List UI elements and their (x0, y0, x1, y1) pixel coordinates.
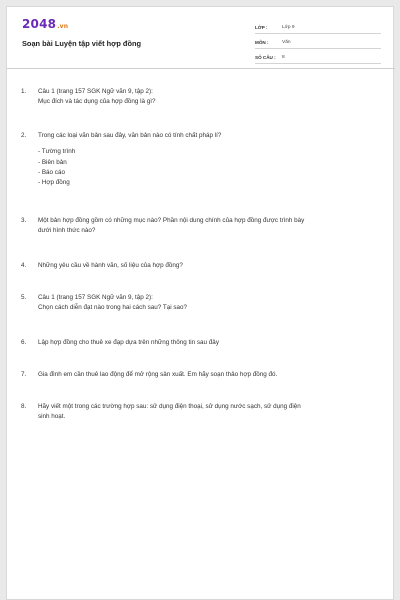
meta-row-subject (255, 34, 381, 49)
site-logo[interactable] (22, 17, 68, 31)
question-text (38, 131, 378, 188)
question-line: Gia đình em cần thuê lao động để mở rộng sản xuất. Em hãy soạn thảo hợp đồng đó. (38, 371, 278, 378)
question-line: Câu 1 (trang 157 SGK Ngữ văn 9, tập 2): (38, 294, 153, 301)
question-text (38, 261, 378, 271)
question-number: 8. (21, 403, 27, 410)
question-line: Trong các loại văn bản sau đây, văn bản nào có tính chất pháp lí? (38, 132, 222, 139)
question-line: sinh hoạt. (38, 413, 66, 421)
option-item: - Hợp đồng (38, 179, 70, 187)
question-text (38, 87, 378, 108)
question-text (38, 370, 378, 380)
meta-value: 8 (282, 55, 285, 60)
question-text (38, 293, 378, 314)
logo-domain: .vn (57, 23, 69, 30)
worksheet-header (7, 7, 395, 69)
meta-label: LỚP : (255, 25, 268, 30)
question-line: Câu 1 (trang 157 SGK Ngữ văn 9, tập 2): (38, 88, 153, 95)
question-line: Những yêu cầu về hành văn, số liệu của hợp đồng? (38, 262, 183, 269)
question-number: 3. (21, 217, 27, 224)
option-item: - Tường trình (38, 148, 76, 156)
meta-value: Văn (282, 40, 291, 45)
meta-value: Lớp 9 (282, 25, 295, 30)
question-number: 4. (21, 262, 27, 269)
worksheet-page (6, 6, 394, 600)
question-line: Một bản hợp đồng gồm có những mục nào? Phần nội dung chính của hợp đồng được trình bày (38, 217, 305, 224)
question-text (38, 216, 378, 237)
document-title: Soạn bài Luyện tập viết hợp đồng (22, 39, 141, 48)
question-line: Mục đích và tác dụng của hợp đồng là gì? (38, 98, 156, 106)
meta-label: MÔN : (255, 40, 269, 45)
question-number: 7. (21, 371, 27, 378)
question-text (38, 338, 378, 348)
question-line: dưới hình thức nào? (38, 227, 96, 235)
meta-row-question-count (255, 49, 381, 64)
meta-label: SỐ CÂU : (255, 55, 276, 60)
worksheet-meta (255, 19, 381, 64)
question-number: 2. (21, 132, 27, 139)
question-number: 6. (21, 339, 27, 346)
option-item: - Báo cáo (38, 168, 65, 176)
question-line: Lập hợp đồng cho thuê xe đạp dựa trên những thông tin sau đây (38, 339, 219, 346)
question-number: 1. (21, 88, 27, 95)
question-line: Chọn cách diễn đạt nào trong hai cách sau? Tại sao? (38, 304, 188, 312)
option-list (38, 147, 378, 188)
question-text (38, 402, 378, 423)
question-line: Hãy viết một trong các trường hợp sau: sử dụng điện thoại, sử dụng nước sạch, sử dụng điện (38, 403, 301, 410)
meta-row-grade (255, 19, 381, 34)
logo-text: 2048 (22, 17, 57, 31)
option-item: - Biên bản (38, 158, 67, 166)
question-number: 5. (21, 294, 27, 301)
